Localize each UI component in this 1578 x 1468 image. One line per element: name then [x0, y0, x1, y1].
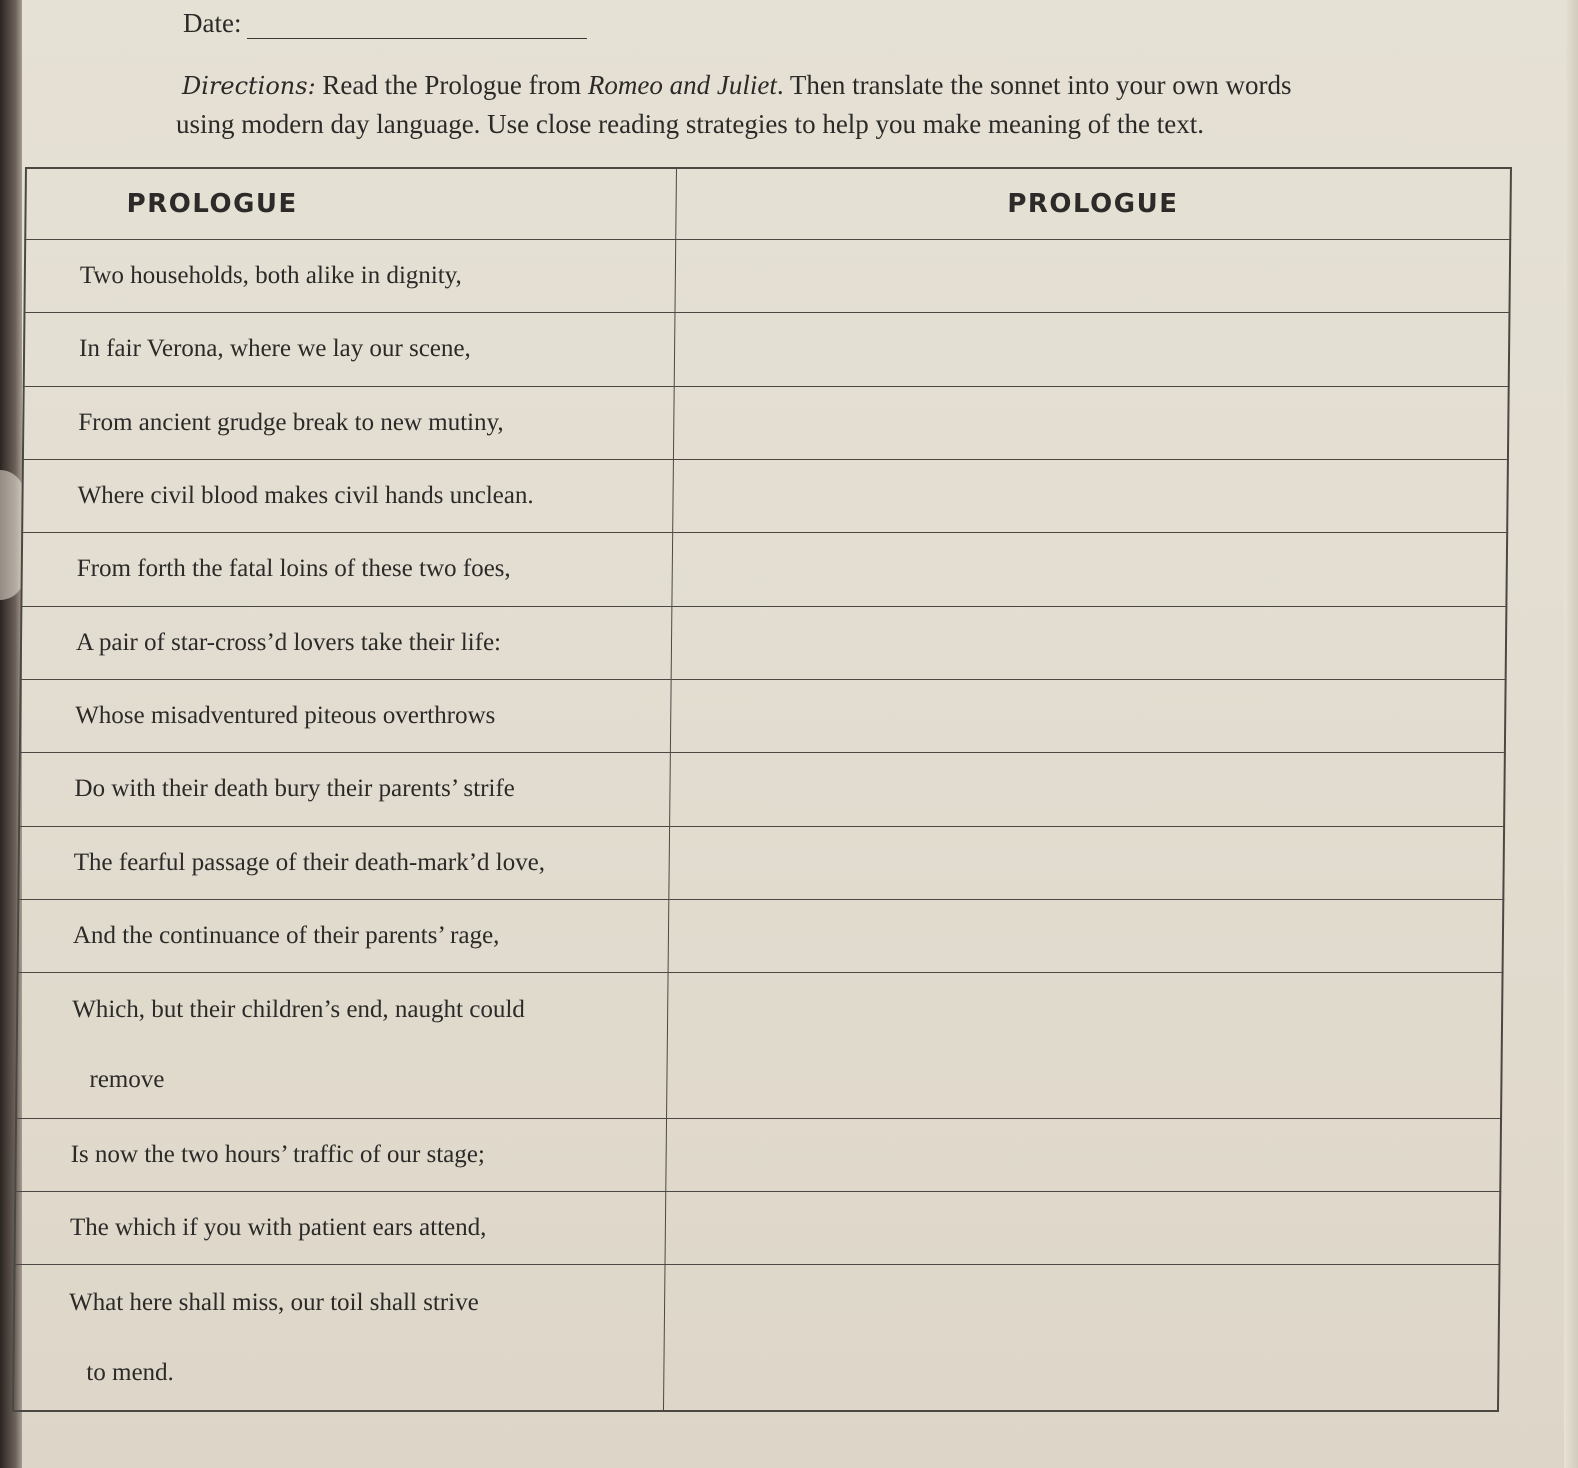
- header-original: PROLOGUE: [25, 168, 676, 240]
- translation-cell[interactable]: [671, 606, 1507, 679]
- sonnet-line: In fair Verona, where we lay our scene,: [24, 313, 675, 386]
- sonnet-line-continuation: remove: [89, 1066, 165, 1094]
- directions-part1: Read the Prologue from: [315, 70, 588, 100]
- table-row: [23, 386, 1509, 459]
- table-row: [15, 1118, 1501, 1191]
- directions-part2: . Then translate the sonnet into your own words: [776, 70, 1292, 100]
- translation-cell[interactable]: [672, 459, 1508, 532]
- date-field: [183, 8, 587, 39]
- sonnet-line-continuation: to mend.: [86, 1358, 175, 1386]
- date-blank-line[interactable]: [247, 16, 587, 39]
- table-row: [18, 899, 1504, 972]
- sonnet-line: Where civil blood makes civil hands unclean.: [22, 459, 673, 532]
- sonnet-line-text: What here shall miss, our toil shall strive: [68, 1288, 479, 1316]
- translation-cell[interactable]: [671, 533, 1507, 606]
- translation-cell[interactable]: [663, 1265, 1500, 1411]
- table-header-row: [25, 168, 1511, 240]
- sonnet-line: Is now the two hours’ traffic of our stage;: [15, 1118, 666, 1191]
- sonnet-line: The which if you with patient ears attend,: [15, 1192, 666, 1265]
- table-row: [16, 973, 1503, 1119]
- table-row: [24, 240, 1510, 313]
- table-row: [18, 826, 1504, 899]
- translation-cell[interactable]: [668, 826, 1504, 899]
- translation-cell[interactable]: [665, 1118, 1501, 1191]
- translation-cell[interactable]: [674, 240, 1510, 313]
- directions-line2: using modern day language. Use close reading strategies to help you make meaning of the text.: [176, 109, 1204, 139]
- sonnet-line: From forth the fatal loins of these two foes,: [21, 533, 672, 606]
- sonnet-line: Do with their death bury their parents’ strife: [19, 753, 670, 826]
- table-row: [21, 533, 1507, 606]
- table-row: [13, 1265, 1500, 1411]
- play-title: Romeo and Juliet: [587, 70, 777, 100]
- translation-cell[interactable]: [666, 973, 1503, 1119]
- prologue-table: [12, 167, 1512, 1412]
- sonnet-line: Whose misadventured piteous overthrows: [20, 679, 671, 752]
- translation-cell[interactable]: [669, 753, 1505, 826]
- table-row: [20, 679, 1506, 752]
- table-row: [24, 313, 1510, 386]
- table-row: [19, 753, 1505, 826]
- table-row: [21, 606, 1507, 679]
- translation-cell[interactable]: [668, 899, 1504, 972]
- sonnet-line-text: Which, but their children’s end, naught could: [72, 996, 525, 1024]
- translation-cell[interactable]: [673, 386, 1509, 459]
- sonnet-line-double: [13, 1265, 665, 1411]
- table-row: [22, 459, 1508, 532]
- translation-cell[interactable]: [665, 1192, 1501, 1265]
- sonnet-line: The fearful passage of their death-mark’d love,: [18, 826, 669, 899]
- directions-label: Directions:: [182, 72, 316, 100]
- directions-text: [176, 66, 1412, 143]
- sonnet-line: A pair of star-cross’d lovers take their life:: [21, 606, 672, 679]
- sonnet-line: From ancient grudge break to new mutiny,: [23, 386, 674, 459]
- paper-right-edge: [1564, 0, 1578, 1468]
- sonnet-line: And the continuance of their parents’ rage,: [18, 899, 669, 972]
- translation-cell[interactable]: [674, 313, 1510, 386]
- sonnet-line-double: [16, 973, 668, 1119]
- sonnet-line: Two households, both alike in dignity,: [24, 240, 675, 313]
- date-label: Date:: [183, 8, 242, 38]
- translation-cell[interactable]: [670, 679, 1506, 752]
- header-translation: PROLOGUE: [675, 168, 1511, 240]
- table-row: [15, 1192, 1501, 1265]
